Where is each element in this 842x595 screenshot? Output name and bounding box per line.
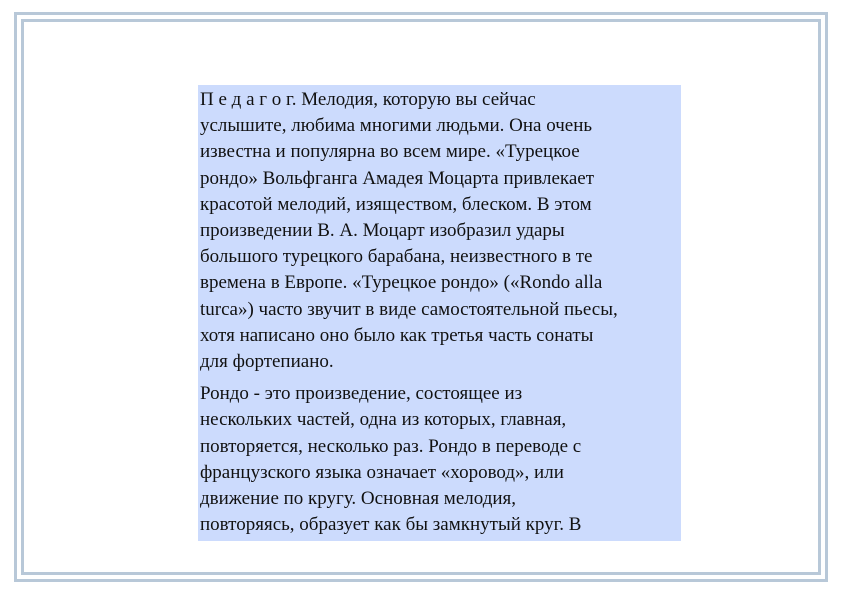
paragraph-teacher-intro: П е д а г о г. Мелодия, которую вы сейчас услышите, любима многими людьми. Она очень известна и популярна во всем мире. «Турецкое рондо» Вольфганга Амадея Моцарта привлекает красотой мелодий, изяществом, блеском. В этом произведении В. А. Моцарт изобразил удары большого турецкого барабана, неизвестного в те времена в Европе. «Турецкое рондо» («Rondo alla turca») часто звучит в виде самостоятельной пьесы, хотя написано оно было как третья часть сонаты для фортепиано.	[200, 89, 618, 373]
paragraph-rondo-definition: Рондо - это произведение, состоящее из нескольких частей, одна из которых, главная, повторяется, несколько раз. Рондо в переводе с французского языка означает «хоровод», или движение по кругу. Основная мелодия, повторяясь, образует как бы замкнутый круг. В	[200, 383, 582, 536]
text-box	[198, 85, 681, 541]
